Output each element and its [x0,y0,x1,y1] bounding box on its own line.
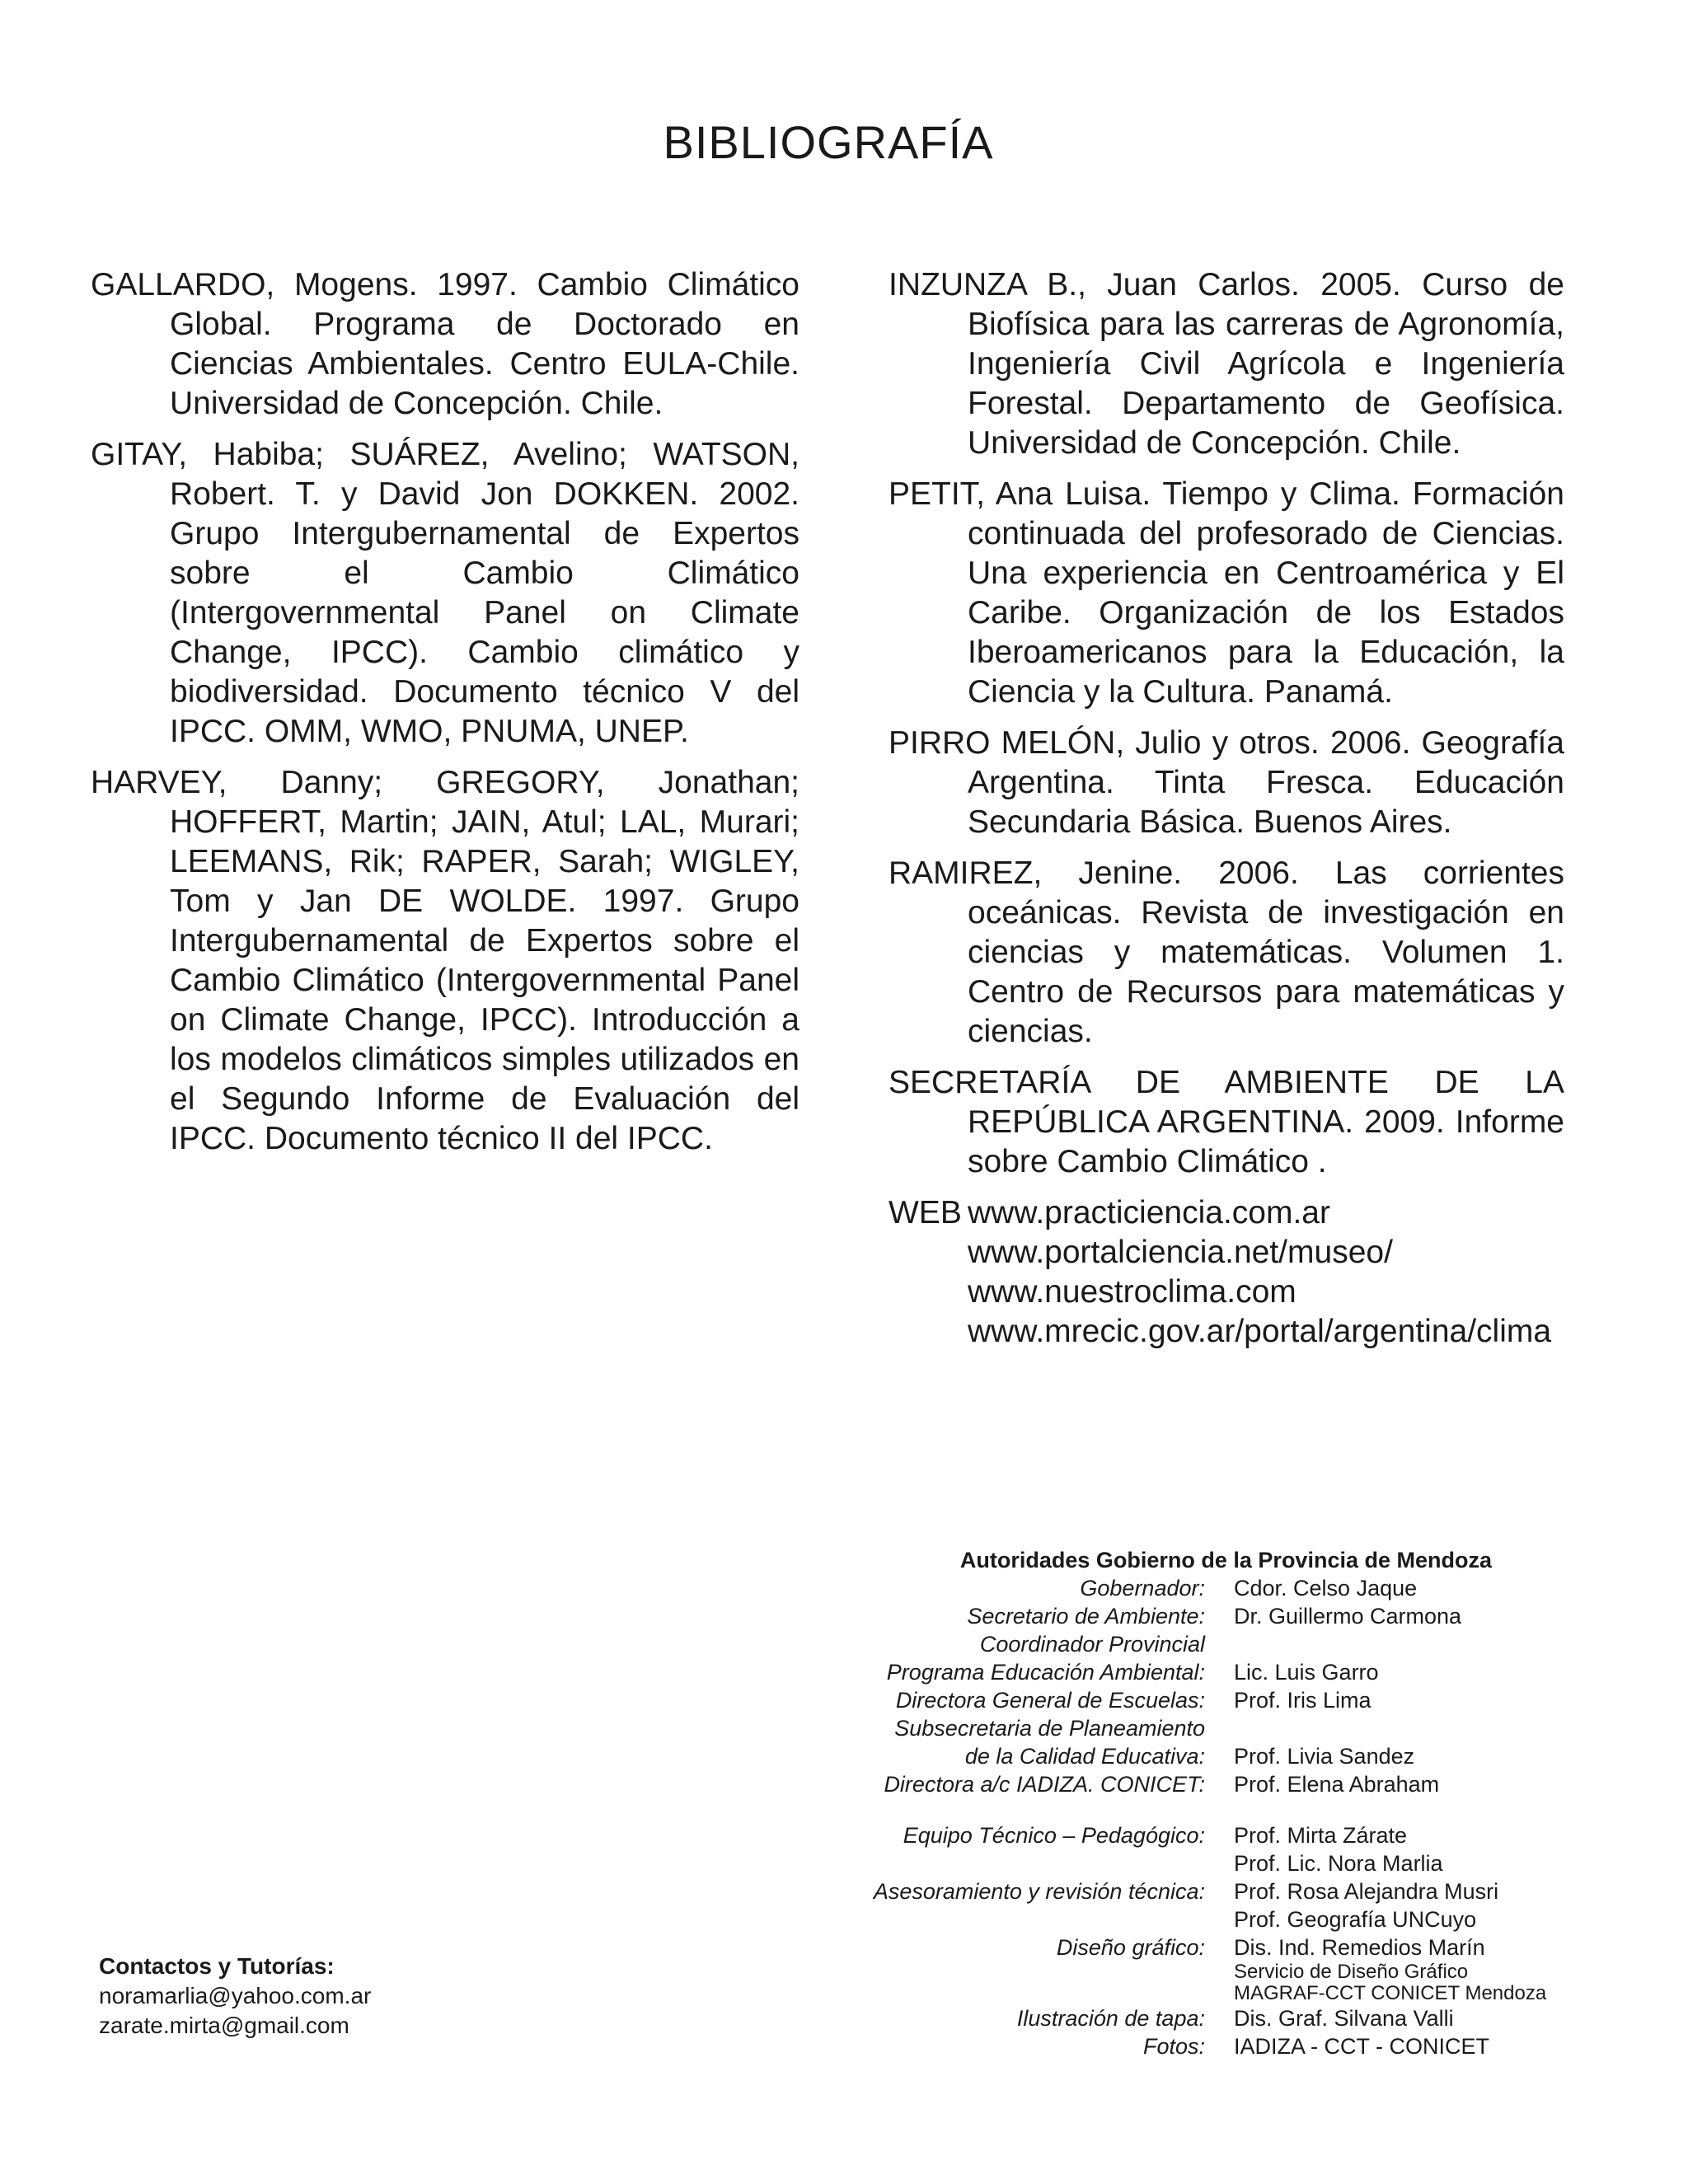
web-url[interactable]: www.portalciencia.net/museo/ [968,1235,1393,1270]
authority-row [832,1742,1574,1770]
authority-role: Secretario de Ambiente: [967,1604,1205,1629]
web-url[interactable]: www.practiciencia.com.ar [968,1195,1330,1230]
web-references [889,1193,1564,1352]
team-name: IADIZA - CCT - CONICET [1234,2034,1490,2059]
authority-name: Dr. Guillermo Carmona [1234,1604,1462,1629]
authority-name: Cdor. Celso Jaque [1234,1576,1418,1601]
authority-name: Prof. Elena Abraham [1234,1772,1440,1797]
authority-role: de la Calidad Educativa: [964,1744,1205,1769]
contact-email[interactable]: zarate.mirta@gmail.com [99,2013,349,2038]
authority-row [832,1630,1574,1658]
authority-role: Gobernador: [1080,1576,1205,1601]
web-url-list [968,1193,1551,1352]
authority-role: Coordinador Provincial [979,1632,1205,1657]
team-name: Dis. Ind. Remedios Marín [1234,1935,1485,1960]
contacts-block [99,1952,371,2041]
team-row [832,1821,1574,1877]
reference-entry: INZUNZA B., Juan Carlos. 2005. Curso de Biofísica para las carreras de Agronomía, Ingeniería Civil Agrícola e Ingeniería Forestal. Departamento de Geofísica. Universidad de Concepción. Chile. [889,267,1564,461]
authority-role: Directora General de Escuelas: [895,1688,1205,1713]
authorities-heading: Autoridades Gobierno de la Provincia de Mendoza [959,1548,1492,1572]
bibliography-right-column [889,265,1564,1352]
reference-entry: GALLARDO, Mogens. 1997. Cambio Climático Global. Programa de Doctorado en Ciencias Ambientales. Centro EULA-Chile. Universidad de Concepción. Chile. [91,267,799,421]
contact-email[interactable]: noramarlia@yahoo.com.ar [99,1983,372,2008]
team-name: Dis. Graf. Silvana Valli [1234,2006,1454,2031]
team-name-detail: MAGRAF-CCT CONICET Mendoza [1234,1982,1547,2004]
reference-entry: PIRRO MELÓN, Julio y otros. 2006. Geografía Argentina. Tinta Fresca. Educación Secundaria Básica. Buenos Aires. [889,725,1564,840]
authority-name: Lic. Luis Garro [1234,1660,1379,1685]
reference-entry: GITAY, Habiba; SUÁREZ, Avelino; WATSON, Robert. T. y David Jon DOKKEN. 2002. Grupo Intergubernamental de Expertos sobre el Cambio Climático (Intergovernmental Panel on Climate Change, IPCC). Cambio climático y biodiversidad. Documento técnico V del IPCC. OMM, WMO, PNUMA, UNEP. [91,437,799,749]
team-name: Prof. Rosa Alejandra Musri [1234,1879,1499,1904]
team-name-detail: Servicio de Diseño Gráfico [1234,1961,1469,1983]
team-name: Prof. Lic. Nora Marlia [1234,1851,1443,1876]
team-row [832,2032,1574,2060]
web-url[interactable]: www.mrecic.gov.ar/portal/argentina/clima [968,1314,1552,1349]
authority-name: Prof. Iris Lima [1234,1688,1372,1713]
authority-row [832,1602,1574,1630]
team-row [832,1933,1574,2004]
contacts-heading: Contactos y Tutorías: [99,1953,335,1979]
team-role: Ilustración de tapa: [1016,2006,1205,2031]
team-role: Diseño gráfico: [1056,1935,1205,1960]
authorities-block [832,1546,1574,2060]
authority-name: Prof. Livia Sandez [1234,1744,1415,1769]
team-role: Fotos: [1142,2034,1205,2059]
team-name: Prof. Geografía UNCuyo [1234,1907,1477,1932]
reference-entry: RAMIREZ, Jenine. 2006. Las corrientes oceánicas. Revista de investigación en ciencias y matemáticas. Volumen 1. Centro de Recursos para matemáticas y ciencias. [889,855,1564,1049]
authority-role: Programa Educación Ambiental: [886,1660,1205,1685]
authority-role: Subsecretaria de Planeamiento [894,1716,1205,1741]
web-url[interactable]: www.nuestroclima.com [968,1274,1296,1310]
team-name: Prof. Mirta Zárate [1234,1823,1408,1848]
authority-role: Directora a/c IADIZA. CONICET: [884,1772,1205,1797]
authority-row [832,1770,1574,1798]
team-row [832,2004,1574,2032]
bibliography-left-column [91,265,799,1170]
authority-row [832,1574,1574,1602]
team-role: Equipo Técnico – Pedagógico: [903,1823,1205,1848]
web-label: WEB [889,1195,962,1230]
team-row [832,1877,1574,1933]
reference-entry: HARVEY, Danny; GREGORY, Jonathan; HOFFERT, Martin; JAIN, Atul; LAL, Murari; LEEMANS, Rik; RAPER, Sarah; WIGLEY, Tom y Jan DE WOLDE. 1997. Grupo Intergubernamental de Expertos sobre el Cambio Climático (Intergovernmental Panel on Climate Change, IPCC). Introducción a los modelos climáticos simples utilizados en el Segundo Informe de Evaluación del IPCC. Documento técnico II del IPCC. [91,765,799,1156]
team-role: Asesoramiento y revisión técnica: [873,1879,1205,1904]
authority-row [832,1686,1574,1714]
reference-entry: PETIT, Ana Luisa. Tiempo y Clima. Formación continuada del profesorado de Ciencias. Una experiencia en Centroamérica y El Caribe. Organización de los Estados Iberoamericanos para la Educación, la Ciencia y la Cultura. Panamá. [889,476,1564,710]
reference-entry: SECRETARÍA DE AMBIENTE DE LA REPÚBLICA ARGENTINA. 2009. Informe sobre Cambio Climático . [889,1065,1564,1179]
page-title: BIBLIOGRAFÍA [663,116,994,168]
authority-row [832,1658,1574,1686]
authority-row [832,1714,1574,1742]
